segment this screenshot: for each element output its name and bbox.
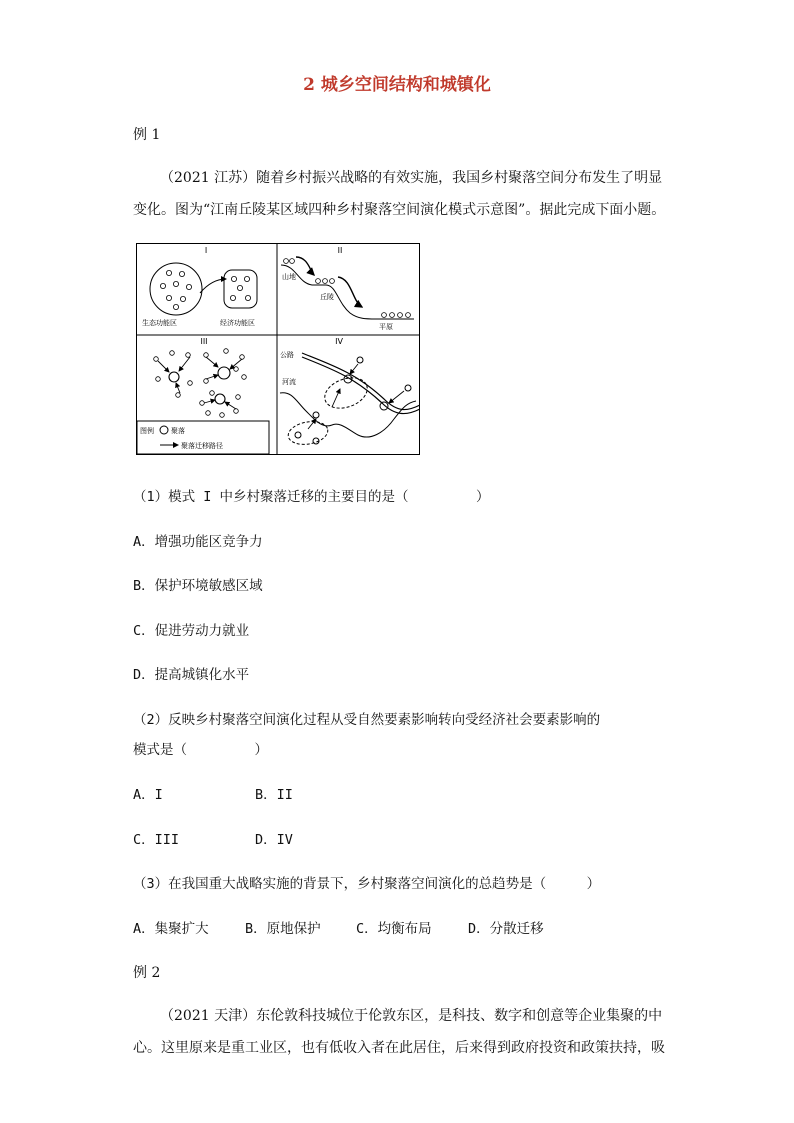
- question-1-stem: （1）模式 I 中乡村聚落迁移的主要目的是（ ）: [133, 489, 490, 505]
- question-1-option-d: D．提高城镇化水平: [133, 667, 250, 683]
- mountain-label: 山地: [282, 273, 296, 281]
- question-2-option-a: A．I: [133, 787, 163, 803]
- plain-label: 平原: [379, 323, 393, 331]
- example-2-label: 例 2: [133, 965, 161, 981]
- question-3-option-d: D．分散迁移: [468, 921, 544, 937]
- legend-settlement-label: 聚落: [171, 427, 185, 435]
- panel-label-4: IV: [335, 337, 343, 346]
- question-3-option-b: B．原地保护: [245, 921, 321, 937]
- economic-zone-label: 经济功能区: [220, 319, 255, 327]
- example-1-label: 例 1: [133, 127, 161, 143]
- question-2-stem-line-1: （2）反映乡村聚落空间演化过程从受自然要素影响转向受经济社会要素影响的: [133, 712, 601, 728]
- panel-label-2: II: [337, 246, 343, 255]
- ecological-zone-label: 生态功能区: [142, 319, 177, 327]
- river-label: 河流: [282, 378, 296, 386]
- example-2-line-1: （2021 天津）东伦敦科技城位于伦敦东区，是科技、数字和创意等企业集聚的中: [160, 1008, 663, 1024]
- example-2-line-2: 心。这里原来是重工业区，也有低收入者在此居住，后来得到政府投资和政策扶持，吸: [133, 1040, 665, 1056]
- question-3-option-c: C．均衡布局: [356, 921, 432, 937]
- question-3-option-a: A．集聚扩大: [133, 921, 209, 937]
- settlement-evolution-figure: [136, 243, 420, 455]
- question-2-stem-line-2: 模式是（ ）: [133, 742, 268, 758]
- example-1-intro-line-1: （2021 江苏）随着乡村振兴战略的有效实施，我国乡村聚落空间分布发生了明显: [160, 170, 663, 186]
- question-1-option-a: A．增强功能区竞争力: [133, 534, 263, 550]
- question-2-option-b: B．II: [255, 787, 293, 803]
- road-label: 公路: [280, 351, 294, 359]
- panel-label-3: III: [200, 337, 208, 346]
- question-1-option-c: C．促进劳动力就业: [133, 623, 250, 639]
- question-1-option-b: B．保护环境敏感区域: [133, 578, 263, 594]
- example-1-intro-line-2: 变化。图为“江南丘陵某区域四种乡村聚落空间演化模式示意图”。据此完成下面小题。: [133, 202, 666, 218]
- legend-migration-label: 聚落迁移路径: [181, 442, 223, 450]
- panel-label-1: I: [204, 246, 208, 255]
- question-2-option-c: C．III: [133, 832, 180, 848]
- legend-title: 图例: [140, 427, 154, 435]
- hill-label: 丘陵: [320, 293, 334, 301]
- page-title: 2 城乡空间结构和城镇化: [303, 75, 491, 95]
- question-2-option-d: D．IV: [255, 832, 293, 848]
- question-3-stem: （3）在我国重大战略实施的背景下，乡村聚落空间演化的总趋势是（ ）: [133, 876, 601, 892]
